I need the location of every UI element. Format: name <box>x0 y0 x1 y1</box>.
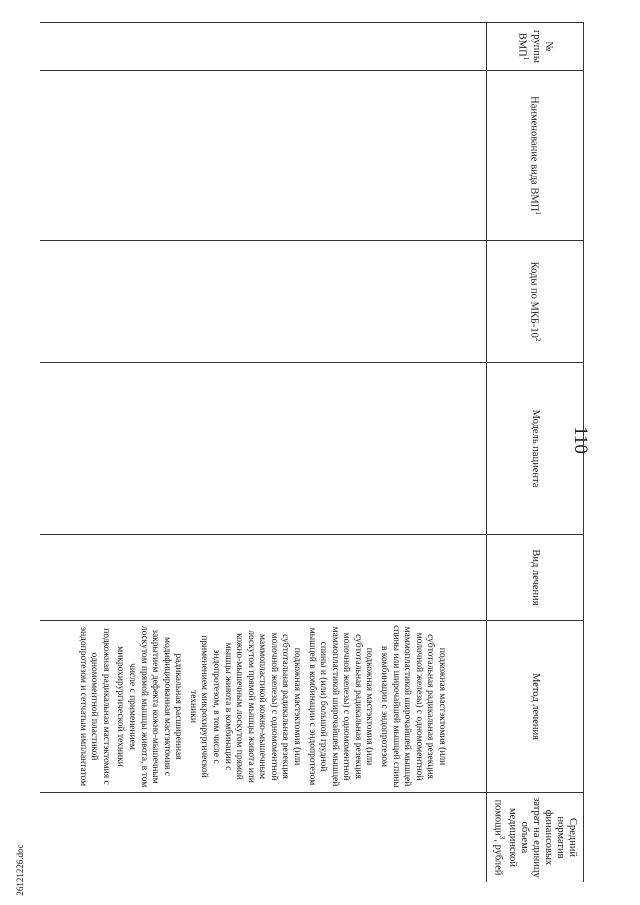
header-treatment-method: Метод лечения <box>487 621 584 793</box>
table-row <box>40 23 487 883</box>
header-vmp-name: Наименование вида ВМП$^1$ <box>487 71 584 241</box>
cell-avg-cost <box>40 793 487 883</box>
page-number: 110 <box>570 426 591 454</box>
treatment-method-item: подкожная мастэктомия (или субтотальная радикальная резекция молочной железы) с одномоментной маммопластикой широчайшей мышцей спины или широчайшей мышцей спины в комбинации с эндопротезом <box>379 625 447 788</box>
cell-icd-codes <box>40 241 487 363</box>
rotated-page-content <box>40 22 584 882</box>
table-header-row <box>487 23 584 883</box>
treatment-method-item: радикальная расширенная модифицированная мастэктомия с закрытием дефекта кожно-мышечным лоскутом прямой мышцы живота, в том числе с применением микрохирургической техники <box>115 625 184 788</box>
treatment-table <box>40 22 584 882</box>
header-treatment-type: Вид лечения <box>487 535 584 621</box>
table-region <box>40 22 584 882</box>
treatment-method-item: подкожная мастэктомия (или субтотальная радикальная резекция молочной железы) с одномоментной маммопластикой широчайшей мышцей спины и (или) большой грудной мышцей в комбинации с эндопротезом <box>306 626 375 787</box>
header-avg-cost: Средний норматив финансовых затрат на единицу объема медицинской помощи$^3$, рублей <box>487 793 584 883</box>
cell-group-no <box>40 23 487 71</box>
treatment-method-item: подкожная мастэктомия (или субтотальная радикальная резекция молочной железы) с одномоментной маммопластикой кожно-мышечным лоскутом прямой мышцы живота или кожно-мышечным лоскутом прямой мышцы живота в комбинации с эндопротезом, в том числе с применением микрохирургической техники <box>187 630 303 783</box>
treatment-method-item: подкожная радикальная мастэктомия с одномоментной пластикой эндопротезом и сетчатым имплантатом <box>77 626 111 787</box>
header-patient-model: Модель пациента <box>487 363 584 535</box>
cell-patient-model <box>40 363 487 535</box>
document-file-id: 26121226.doc <box>15 844 25 896</box>
cell-treatment-type <box>40 535 487 621</box>
cell-treatment-methods <box>40 621 487 793</box>
cell-vmp-name <box>40 71 487 241</box>
header-icd-codes: Коды по МКБ-$10^2$ <box>487 241 584 363</box>
header-group-no: № группы ВМП$^1$ <box>487 23 584 71</box>
